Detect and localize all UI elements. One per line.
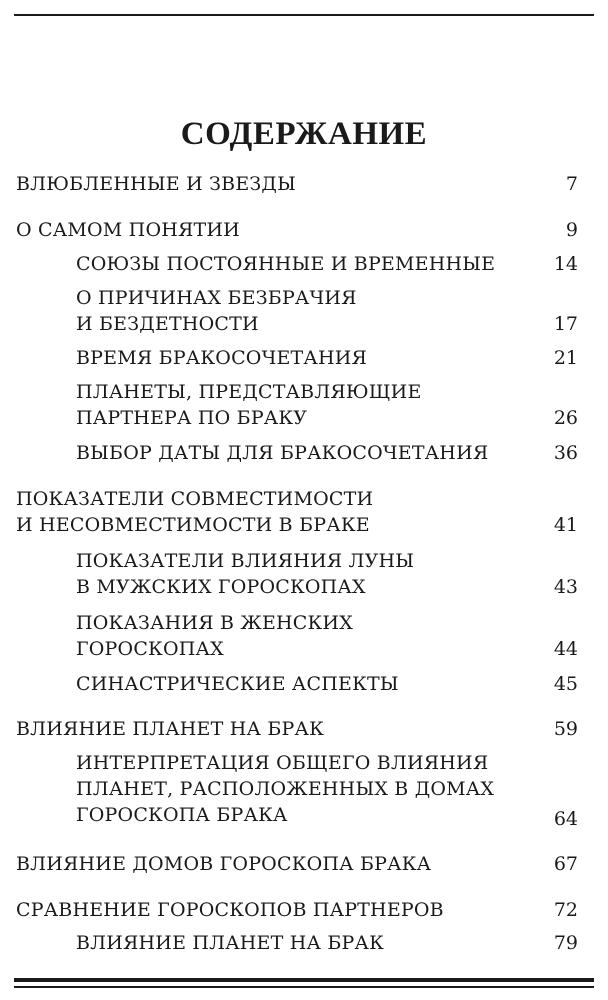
toc-subentry-title: СИНАСТРИЧЕСКИЕ АСПЕКТЫ xyxy=(76,673,399,695)
toc-page-number: 21 xyxy=(553,347,578,369)
toc-page-number: 79 xyxy=(553,932,578,954)
toc-subentry-title: ВРЕМЯ БРАКОСОЧЕТАНИЯ xyxy=(76,347,368,369)
toc-page-number: 7 xyxy=(565,173,578,195)
toc-page-number: 9 xyxy=(565,219,578,241)
toc-subentry-title: ВЫБОР ДАТЫ ДЛЯ БРАКОСОЧЕТАНИЯ xyxy=(76,442,489,464)
toc-page-number: 26 xyxy=(553,407,578,429)
toc-entry-title: ВЛИЯНИЕ ДОМОВ ГОРОСКОПА БРАКА xyxy=(16,853,432,875)
toc-subentry-title: ВЛИЯНИЕ ПЛАНЕТ НА БРАК xyxy=(76,932,384,954)
bottom-rule-thick xyxy=(14,978,594,982)
toc-page-number: 17 xyxy=(553,313,578,335)
bottom-rule-thin xyxy=(14,986,594,988)
toc-entry-title: ВЛИЯНИЕ ПЛАНЕТ НА БРАК xyxy=(16,718,324,740)
toc-entry-title: СРАВНЕНИЕ ГОРОСКОПОВ ПАРТНЕРОВ xyxy=(16,899,444,921)
toc-page-number: 45 xyxy=(553,673,578,695)
toc-page-number: 59 xyxy=(553,718,578,740)
toc-page-number: 14 xyxy=(553,253,578,275)
toc-subentry-title: ПОКАЗАНИЯ В ЖЕНСКИХ ГОРОСКОПАХ xyxy=(76,612,353,660)
toc-page-number: 36 xyxy=(553,442,578,464)
toc-entry-title: О САМОМ ПОНЯТИИ xyxy=(16,219,240,241)
toc-page-number: 64 xyxy=(553,808,578,830)
toc-page-number: 43 xyxy=(553,576,578,598)
toc-subentry-title: О ПРИЧИНАХ БЕЗБРАЧИЯ И БЕЗДЕТНОСТИ xyxy=(76,287,357,335)
toc-page-number: 67 xyxy=(553,853,578,875)
toc-entry-title: ПОКАЗАТЕЛИ СОВМЕСТИМОСТИ И НЕСОВМЕСТИМОСТИ В БРАКЕ xyxy=(16,488,374,536)
page-title: СОДЕРЖАНИЕ xyxy=(180,116,428,153)
toc-subentry-title: ИНТЕРПРЕТАЦИЯ ОБЩЕГО ВЛИЯНИЯ ПЛАНЕТ, РАСПОЛОЖЕННЫХ В ДОМАХ ГОРОСКОПА БРАКА xyxy=(76,752,495,826)
toc-subentry-title: ПОКАЗАТЕЛИ ВЛИЯНИЯ ЛУНЫ В МУЖСКИХ ГОРОСКОПАХ xyxy=(76,550,415,598)
toc-subentry-title: СОЮЗЫ ПОСТОЯННЫЕ И ВРЕМЕННЫЕ xyxy=(76,253,496,275)
toc-page-number: 41 xyxy=(553,514,578,536)
toc-entry-title: ВЛЮБЛЕННЫЕ И ЗВЕЗДЫ xyxy=(16,173,296,195)
toc-page-number: 44 xyxy=(553,638,578,660)
toc-subentry-title: ПЛАНЕТЫ, ПРЕДСТАВЛЯЮЩИЕ ПАРТНЕРА ПО БРАКУ xyxy=(76,381,422,429)
toc-page-number: 72 xyxy=(553,899,578,921)
